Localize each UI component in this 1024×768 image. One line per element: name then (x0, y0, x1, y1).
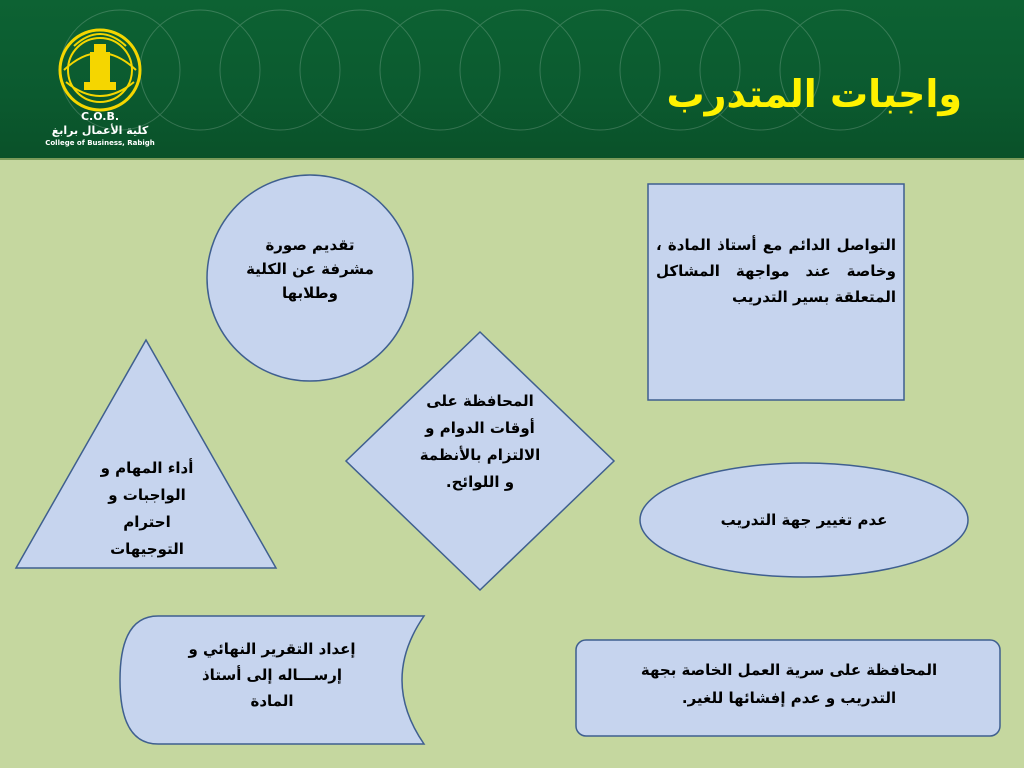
bottom-left-text: إعداد التقرير النهائي و إرســـاله إلى أستاذ المادة (188, 640, 356, 710)
top-right-rect-text: التواصل الدائم مع أستاذ المادة ، وخاصة عند مواجهة المشاكل المتعلقة بسير التدريب (656, 236, 896, 306)
logo-english-name: College of Business, Rabigh (45, 139, 155, 147)
triangle-text: أداء المهام و الواجبات و احترام التوجيهات (100, 459, 194, 558)
logo-arabic-name: كلية الأعمال برابغ (51, 124, 149, 137)
diamond-text: المحافظة على أوقات الدوام و الالتزام بالأنظمة و اللوائح. (419, 392, 541, 491)
logo-abbreviation: C.O.B. (80, 110, 120, 123)
bottom-right-text: المحافظة على سرية العمل الخاصة بجهة التدريب و عدم إفشائها للغير. (640, 661, 938, 707)
top-circle-text: تقديم صورة مشرفة عن الكلية وطلابها (246, 236, 374, 302)
slide-title: واجبات المتدرب (666, 72, 962, 116)
ellipse-text: عدم تغيير جهة التدريب (720, 511, 888, 529)
